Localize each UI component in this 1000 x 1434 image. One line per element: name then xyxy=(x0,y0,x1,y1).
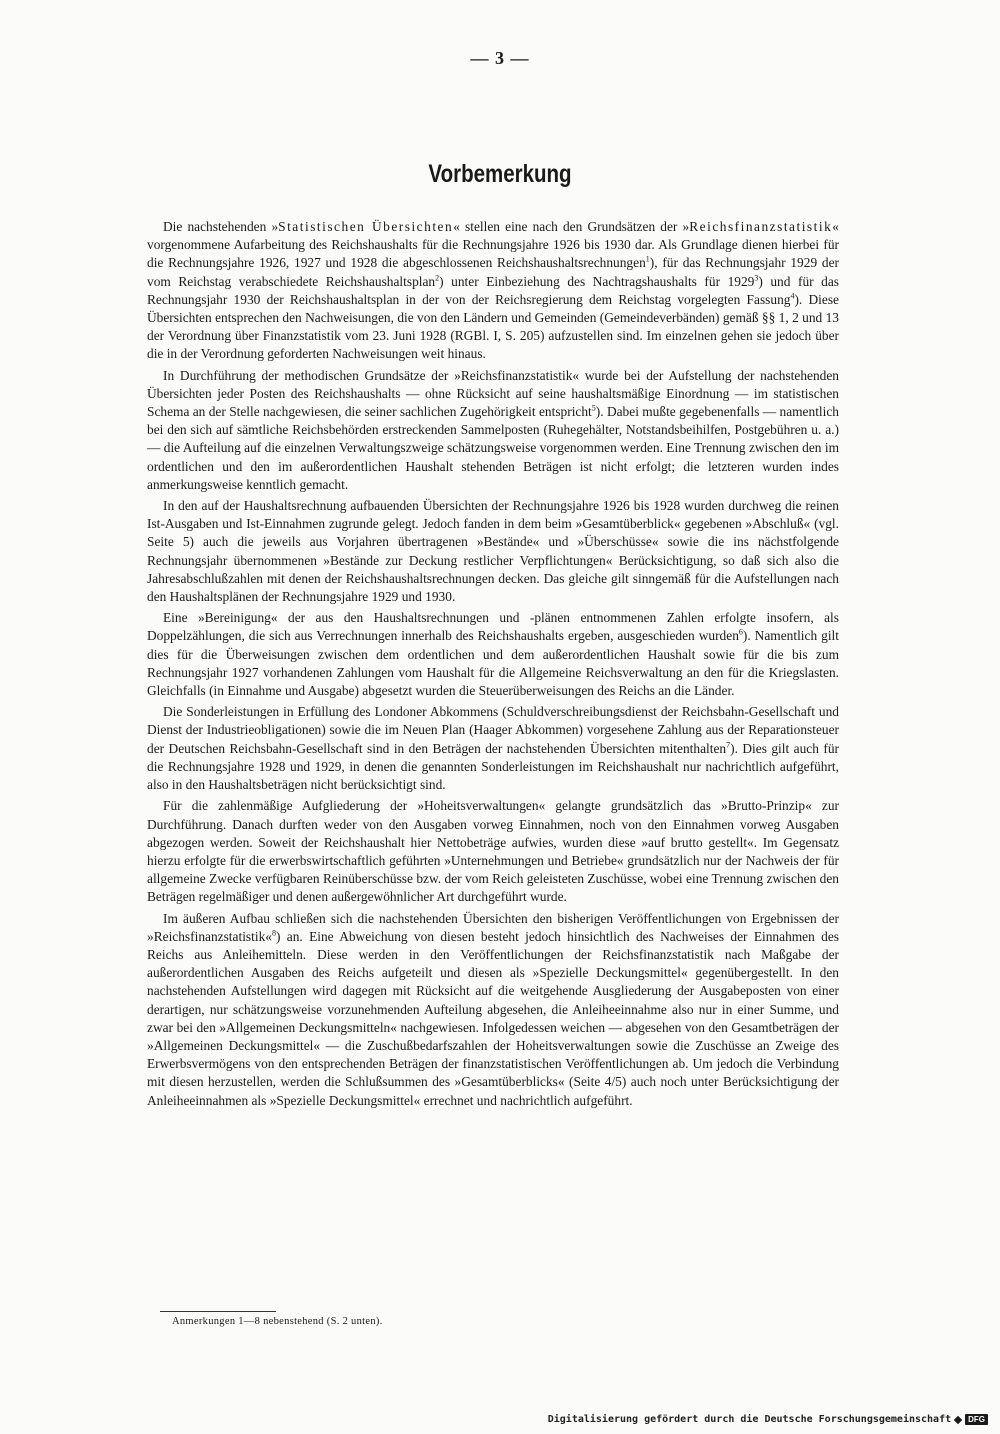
footnote-ref: 4 xyxy=(790,291,795,301)
text-run: In Durchführung der methodischen Grundsätze der »Reichsfinanzstatistik« wurde bei der Aufstellung der nachstehenden Übersichten jeder Posten des Reichshaushalts — ohne Rücksicht auf seine haushaltsmäßige Einordnung — im statistischen Schema an der Stelle nachgewiesen, die seiner sachlichen Zugehörigkeit entspricht xyxy=(147,367,839,420)
paragraph-1 xyxy=(147,218,839,364)
body-text xyxy=(147,218,839,1113)
text-run: « vorgenommene Aufarbeitung des Reichshaushalts für die Rechnungsjahre 1926 bis 1930 dar. Als Grundlage dienen hierbei für die Rechnungsjahre 1926, 1927 und 1928 die abgeschlossenen Reichshaushaltsrechnungen xyxy=(147,219,839,271)
text-run: ). Dabei mußte gegebenenfalls — namentlich bei den sich auf sämtliche Reichsbehörden erstreckenden Sammelposten (Ruhegehälter, Notstandsbeihilfen, Postgebühren u. a.) — die Aufteilung auf die einzelnen Verwaltungszweige schätzungsweise vorgenommen werden. Eine Trennung zwischen den im ordentlichen und den im außerordentlichen Haushalt stehenden Beträgen ist nicht erfolgt; die letzteren wurden indes anmerkungsweise kenntlich gemacht. xyxy=(147,404,839,492)
digitization-credit xyxy=(548,1414,988,1425)
footnote-ref: 6 xyxy=(738,628,743,637)
footnote-ref: 2 xyxy=(435,273,440,283)
paragraph-3: In den auf der Haushaltsrechnung aufbauenden Übersichten der Rechnungsjahre 1926 bis 1928 wurden durchweg die reinen Ist-Ausgaben und Ist-Einnahmen zugrunde gelegt. Jedoch fanden in dem beim »Gesamtüberblick« gegebenen »Abschluß« (vgl. Seite 5) auch die jeweils aus Vorjahren übertragenen »Bestände« und »Überschüsse« sowie die ins nächstfolgende Rechnungsjahr übernommenen »Bestände zur Deckung restlicher Verpflichtungen« Berücksichtigung, so daß sich also die Jahresabschlußzahlen mit denen der Reichshaushaltsrechnungen decken. Das gleiche gilt sinngemäß für die Aufstellungen nach den Haushaltsplänen der Rechnungsjahre 1929 und 1930. xyxy=(147,498,839,605)
paragraph-5 xyxy=(147,703,839,794)
text-run: ), für das Rechnungsjahr 1929 der vom Reichstag verabschiedete Reichshaushaltsplan xyxy=(147,255,839,289)
text-run: Eine »Bereinigung« der aus den Haushaltsrechnungen und -plänen entnommenen Zahlen erfolgte insofern, als Doppelzählungen, die sich aus Verrechnungen innerhalb des Reichshaushalts ergeben, ausgeschieden wurden xyxy=(147,610,839,644)
text-run: Die Sonderleistungen in Erfüllung des Londoner Abkommens (Schuldverschreibungsdienst der Reichsbahn-Gesellschaft und Dienst der Industrieobligationen) sowie die im Neuen Plan (Haager Abkommen) vorgesehene Zahlung aus der Reparationsteuer der Deutschen Reichsbahn-Gesellschaft sind in den Beträgen der nachstehenden Übersichten mitenthalten xyxy=(147,704,839,756)
text-run: Im äußeren Aufbau schließen sich die nachstehenden Übersichten den bisherigen Veröffentlichungen von Ergebnissen der »Reichsfinanzstatistik« xyxy=(147,910,839,944)
footnote-ref: 7 xyxy=(726,740,731,750)
paragraph-6: Für die zahlenmäßige Aufgliederung der »Hoheitsverwaltungen« gelangte grundsätzlich das »Brutto-Prinzip« zur Durchführung. Danach durften weder von den Ausgaben vorweg Einnahmen, noch von den Einnahmen vorweg Ausgaben abgezogen werden. Soweit der Reichshaushalt hier Nettobeträge aufwies, wurden diese »auf brutto gestellt«. Im Gegensatz hierzu erfolgte für die erwerbswirtschaftlich geführten »Unternehmungen und Betriebe« grundsätzlich nur der Nachweis der für allgemeine Zwecke verfügbaren Reinüberschüsse bzw. der vom Reich geleisteten Zuschüsse, wobei eine Trennung zwischen den Beträgen regelmäßiger und denen außergewöhnlicher Art durchgeführt wurde. xyxy=(147,798,839,905)
page-number: — 3 — xyxy=(470,48,530,68)
text-run: Die nachstehenden » xyxy=(163,219,279,234)
footnote-ref: 3 xyxy=(754,273,759,283)
text-run: « stellen eine nach den Grundsätzen der » xyxy=(453,219,690,234)
text-run: ). Dies gilt auch für die Rechnungsjahre 1928 und 1929, in denen die genannten Sonderleistungen im Reichshaushalt nur nachrichtlich aufgeführt, also in den Haushaltsbeträgen nicht berücksichtigt sind. xyxy=(147,740,839,793)
footnote-ref: 8 xyxy=(271,928,276,938)
text-run: ) unter Einbeziehung des Nachtragshaushalts für 1929 xyxy=(439,273,755,289)
page-title: Vorbemerkung xyxy=(428,160,572,188)
digitization-text: Digitalisierung gefördert durch die Deutsche Forschungsgemeinschaft xyxy=(547,1414,952,1425)
dfg-logo: DFG xyxy=(965,1414,988,1425)
text-run: ) an. Eine Abweichung von diesen besteht jedoch hinsichtlich des Nachweises der Einnahmen des Reichs aus Anleihemitteln. Diese werden in den Veröffentlichungen der Reichsfinanzstatistik nach Maßgabe der außerordentlichen Ausgaben des Reichs aufgeteilt und diesen als »Spezielle Deckungsmittel« gegenübergestellt. In den nachstehenden Aufstellungen wird dagegen mit Rücksicht auf die weitgehende Ausgliederung der Ausgabeposten von einer derartigen, nur schätzungsweise vorzunehmenden Aufteilung abgesehen, die Anleiheeinnahme also nur in einer Summe, und zwar bei den »Allgemeinen Deckungsmitteln« nachgewiesen. Infolgedessen weichen — abgesehen von den Gesamtbeträgen der »Allgemeinen Deckungsmittel« — die Zuschußbedarfszahlen der Hoheitsverwaltungen sowie die Zuschüsse an Zweige des Erwerbsvermögens von den entsprechenden Beträgen der finanzstatistischen Veröffentlichungen ab. Um jedoch die Verbindung mit diesen herzustellen, werden die Schlußsummen des »Gesamtüberblicks« (Seite 4/5) auch noch unter Berücksichtigung der Anleiheeinnahmen als »Spezielle Deckungsmittel« errechnet und nachrichtlich aufgeführt. xyxy=(147,928,839,1108)
footnote-ref: 5 xyxy=(591,403,596,413)
text-run-spaced: Statistischen Übersichten xyxy=(278,219,454,234)
footnote-ref: 1 xyxy=(645,254,650,264)
paragraph-7 xyxy=(147,910,839,1110)
text-run-spaced: Reichsfinanzstatistik xyxy=(689,219,833,234)
paragraph-4 xyxy=(147,609,839,700)
text-run: ) und für das Rechnungsjahr 1930 der Reichshaushaltsplan in der von der Reichsregierung dem Reichstag vorgelegten Fassung xyxy=(147,273,839,307)
paragraph-2 xyxy=(147,367,839,494)
diamond-icon xyxy=(954,1415,962,1423)
text-run: ). Diese Übersichten entsprechen den Nachweisungen, die von den Ländern und Gemeinden (Gemeindeverbänden) gemäß §§ 1, 2 und 13 der Verordnung über Finanzstatistik vom 23. Juni 1928 (RGBl. I, S. 205) aufzustellen sind. Im einzelnen gehen sie jedoch über die in der Verordnung geforderten Nachweisungen weit hinaus. xyxy=(147,291,839,362)
footnote-divider xyxy=(160,1311,276,1312)
text-run: ). Namentlich gilt dies für die Überweisungen zwischen dem ordentlichen und dem außerordentlichen Haushalt sowie für die bis zum Rechnungsjahr 1927 vorhandenen Zahlungen vom Haushalt für die Allgemeine Reichsverwaltung an den für die Kriegslasten. Gleichfalls (in Einnahme und Ausgabe) abgesetzt wurden die Steuerüberweisungen des Reichs an die Länder. xyxy=(147,628,839,699)
footnote: Anmerkungen 1—8 nebenstehend (S. 2 unten). xyxy=(172,1316,383,1327)
